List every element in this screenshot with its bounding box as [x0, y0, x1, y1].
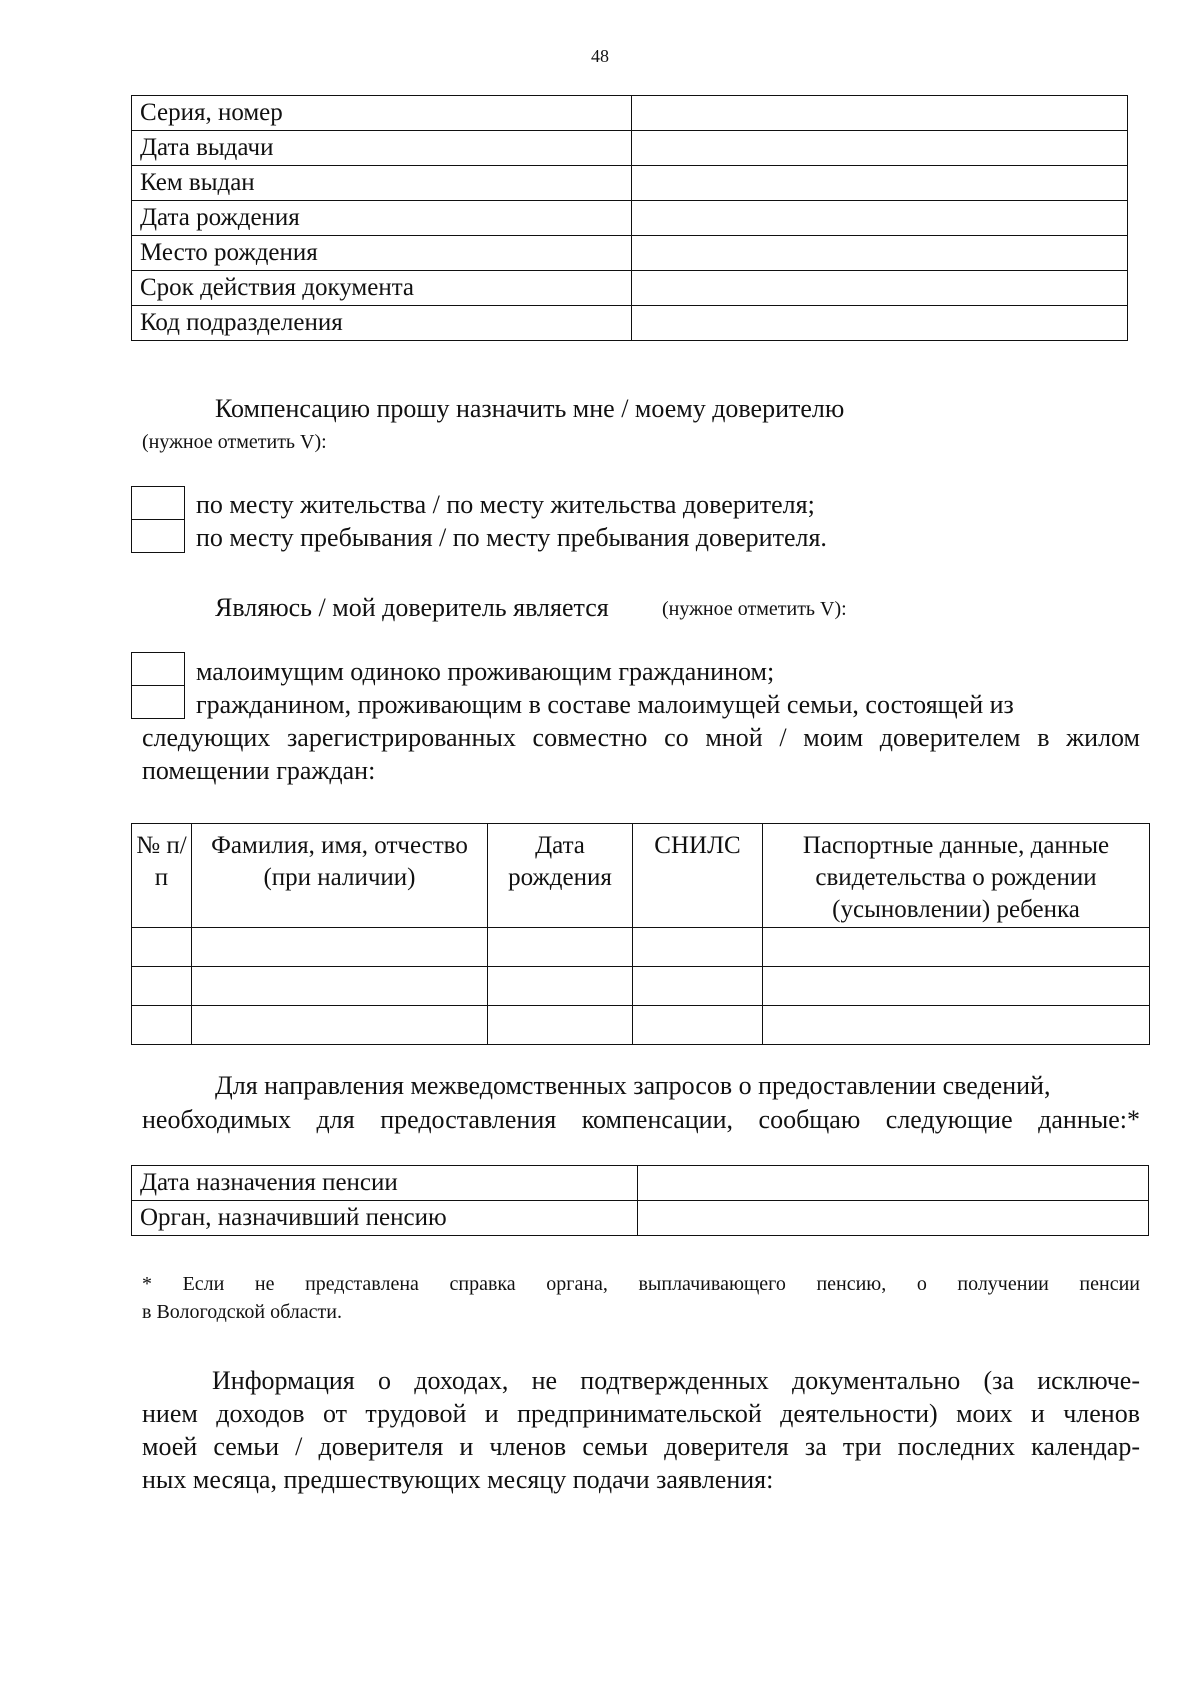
column-header-passport-data: Паспортные данные, данные свидетельства о рождении (усыновлении) ребенка	[763, 824, 1150, 928]
table-cell[interactable]	[763, 928, 1150, 967]
table-row	[132, 967, 1150, 1006]
stay-checkbox[interactable]	[132, 520, 184, 552]
table-cell[interactable]	[633, 928, 763, 967]
row-label: Серия, номер	[132, 96, 632, 131]
family-members-table	[131, 823, 1150, 1045]
income-text-line: Информация о доходах, не подтвержденных документально (за исключе-	[212, 1366, 1140, 1395]
page-number: 48	[591, 46, 609, 66]
row-label: Орган, назначивший пенсию	[132, 1201, 638, 1236]
table-row	[132, 271, 1128, 306]
footnote-line: в Вологодской области.	[142, 1301, 342, 1323]
interdepartmental-text-line: Для направления межведомственных запросов о предоставлении сведений,	[215, 1071, 1051, 1100]
table-cell[interactable]	[488, 928, 633, 967]
table-cell[interactable]	[763, 967, 1150, 1006]
residence-checkbox[interactable]	[132, 487, 184, 520]
column-header-number: № п/п	[132, 824, 192, 928]
income-text-line: нием доходов от трудовой и предпринимательской деятельности) моих и членов	[142, 1399, 1140, 1428]
column-header-full-name: Фамилия, имя, отчество (при наличии)	[192, 824, 488, 928]
table-row	[132, 1006, 1150, 1045]
validity-period-field[interactable]	[632, 271, 1128, 306]
table-row	[132, 1166, 1149, 1201]
pension-date-field[interactable]	[638, 1166, 1149, 1201]
status-heading: Являюсь / мой доверитель является	[215, 593, 609, 622]
table-row	[132, 1201, 1149, 1236]
single-low-income-checkbox[interactable]	[132, 653, 184, 686]
compensation-heading: Компенсацию прошу назначить мне / моему доверителю	[215, 394, 845, 423]
table-row	[132, 306, 1128, 341]
series-number-field[interactable]	[632, 96, 1128, 131]
table-cell[interactable]	[132, 1006, 192, 1045]
table-cell[interactable]	[132, 967, 192, 1006]
table-cell[interactable]	[192, 928, 488, 967]
table-cell[interactable]	[192, 967, 488, 1006]
row-label: Дата рождения	[132, 201, 632, 236]
table-cell[interactable]	[633, 967, 763, 1006]
status-hint: (нужное отметить V):	[662, 598, 847, 620]
family-text-line: помещении граждан:	[142, 756, 376, 785]
table-row	[132, 201, 1128, 236]
column-header-snils: СНИЛС	[633, 824, 763, 928]
low-income-family-checkbox[interactable]	[132, 686, 184, 718]
row-label: Дата выдачи	[132, 131, 632, 166]
compensation-checkbox-group	[131, 486, 185, 553]
interdepartmental-text-line: необходимых для предоставления компенсации, сообщаю следующие данные:*	[142, 1105, 1140, 1134]
table-row	[132, 166, 1128, 201]
table-cell[interactable]	[488, 967, 633, 1006]
table-cell[interactable]	[763, 1006, 1150, 1045]
table-cell[interactable]	[132, 928, 192, 967]
option-single-low-income: малоимущим одиноко проживающим гражданином;	[196, 657, 775, 686]
table-header-row	[132, 824, 1150, 928]
family-text-line: следующих зарегистрированных совместно со мной / моим доверителем в жилом	[142, 723, 1140, 752]
row-label: Код подразделения	[132, 306, 632, 341]
option-residence: по месту жительства / по месту жительства доверителя;	[196, 490, 815, 519]
option-low-income-family: гражданином, проживающим в составе малоимущей семьи, состоящей из	[196, 690, 1014, 719]
birth-date-field[interactable]	[632, 201, 1128, 236]
birth-place-field[interactable]	[632, 236, 1128, 271]
issue-date-field[interactable]	[632, 131, 1128, 166]
row-label: Дата назначения пенсии	[132, 1166, 638, 1201]
pension-table	[131, 1165, 1149, 1236]
table-row	[132, 131, 1128, 166]
table-row	[132, 236, 1128, 271]
issued-by-field[interactable]	[632, 166, 1128, 201]
row-label: Кем выдан	[132, 166, 632, 201]
column-header-birth-date: Дата рождения	[488, 824, 633, 928]
table-cell[interactable]	[192, 1006, 488, 1045]
row-label: Место рождения	[132, 236, 632, 271]
table-row	[132, 928, 1150, 967]
status-checkbox-group	[131, 652, 185, 719]
table-cell[interactable]	[488, 1006, 633, 1045]
department-code-field[interactable]	[632, 306, 1128, 341]
identity-document-table	[131, 95, 1128, 341]
income-text-line: ных месяца, предшествующих месяцу подачи заявления:	[142, 1465, 774, 1494]
income-text-line: моей семьи / доверителя и членов семьи доверителя за три последних календар-	[142, 1432, 1140, 1461]
compensation-hint: (нужное отметить V):	[142, 431, 327, 453]
table-row	[132, 96, 1128, 131]
footnote-line: * Если не представлена справка органа, выплачивающего пенсию, о получении пенсии	[142, 1273, 1140, 1295]
table-cell[interactable]	[633, 1006, 763, 1045]
option-stay: по месту пребывания / по месту пребывания доверителя.	[196, 523, 827, 552]
pension-authority-field[interactable]	[638, 1201, 1149, 1236]
row-label: Срок действия документа	[132, 271, 632, 306]
